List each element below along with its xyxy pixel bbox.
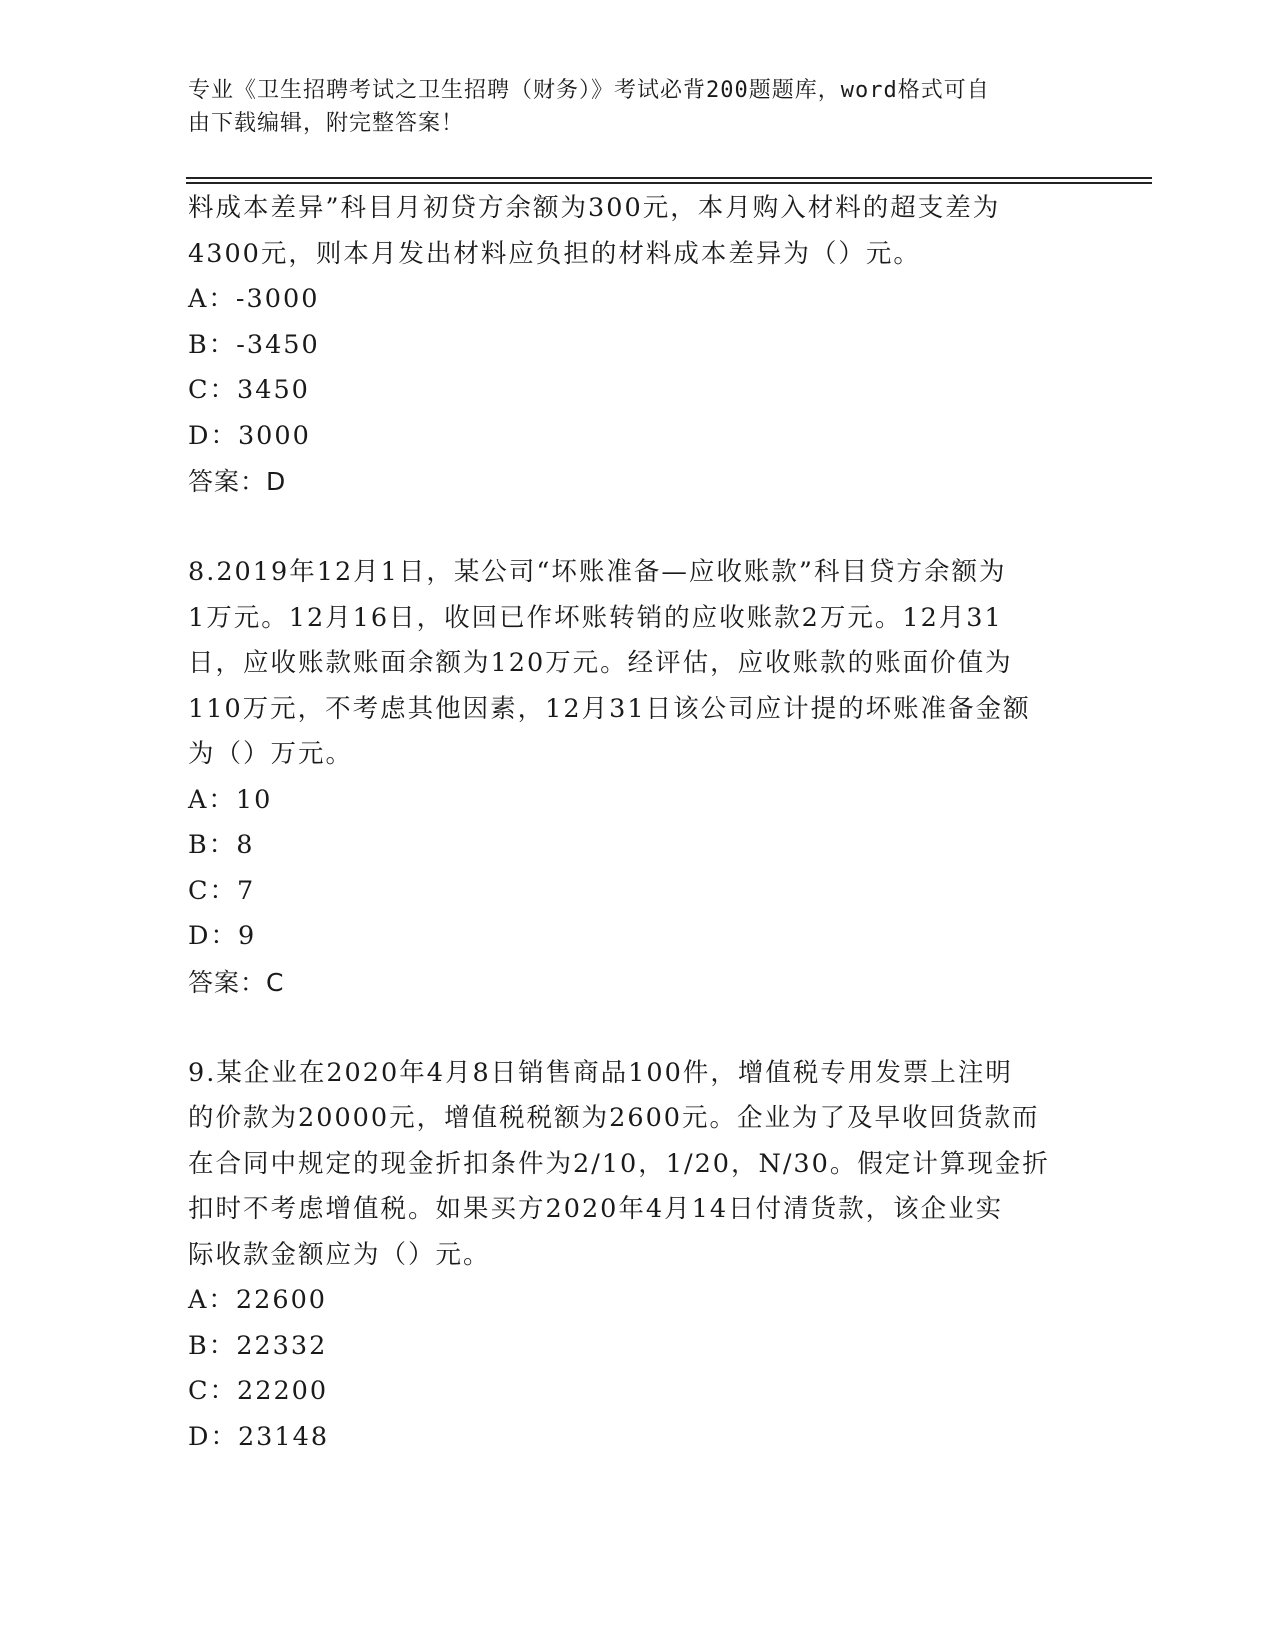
option-a: A：22600 [188,1285,328,1315]
option-a: A：10 [188,784,273,815]
question-stem-line: 4300元，则本月发出材料应负担的材料成本差异为（）元。 [188,238,921,269]
option-c: C：7 [188,875,256,906]
question-stem-line: 8.2019年12月1日，某公司“坏账准备—应收账款”科目贷方余额为 [188,557,1007,587]
option-b: B：22332 [188,1330,328,1361]
header-title-line-1: 专业《卫生招聘考试之卫生招聘（财务）》考试必背200题题库，word格式可自 [188,78,990,103]
option-d: D：3000 [188,420,311,451]
question-stem-line: 的价款为20000元，增值税税额为2600元。企业为了及早收回货款而 [188,1103,1040,1133]
answer-line: 答案：D [188,467,287,496]
option-b: B：-3450 [188,329,320,360]
question-spacer [188,1005,1088,1051]
question-stem-line: 为（）万元。 [188,739,354,769]
question-stem-line: 1万元。12月16日，收回已作坏账转销的应收账款2万元。12月31 [188,602,1003,633]
header-divider-bottom [186,182,1152,184]
option-d: D：23148 [188,1421,330,1452]
option-c: C：22200 [188,1376,329,1406]
document-body [188,186,1088,1460]
question-stem-line: 9.某企业在2020年4月8日销售商品100件，增值税专用发票上注明 [188,1057,1013,1088]
header-title-line-2: 由下载编辑，附完整答案！ [188,111,465,136]
header-divider-top [186,177,1152,179]
question-stem-line: 料成本差异”科目月初贷方余额为300元，本月购入材料的超支差为 [188,193,1001,223]
option-d: D：9 [188,921,257,951]
option-b: B：8 [188,830,255,860]
question-stem-line: 在合同中规定的现金折扣条件为2/10，1/20，N/30。假定计算现金折 [188,1148,1050,1179]
question-stem-line: 110万元，不考虑其他因素，12月31日该公司应计提的坏账准备金额 [188,693,1031,724]
question-7 [188,186,1088,505]
option-c: C：3450 [188,375,310,405]
question-stem-line: 扣时不考虑增值税。如果买方2020年4月14日付清货款，该企业实 [188,1194,1004,1224]
question-spacer [188,505,1088,551]
question-9 [188,1051,1088,1461]
answer-line: 答案：C [188,967,285,997]
question-stem-line: 日，应收账款账面余额为120万元。经评估，应收账款的账面价值为 [188,648,1013,678]
option-a: A：-3000 [188,284,320,314]
question-8 [188,550,1088,1005]
question-stem-line: 际收款金额应为（）元。 [188,1239,491,1270]
document-header [188,74,1068,140]
